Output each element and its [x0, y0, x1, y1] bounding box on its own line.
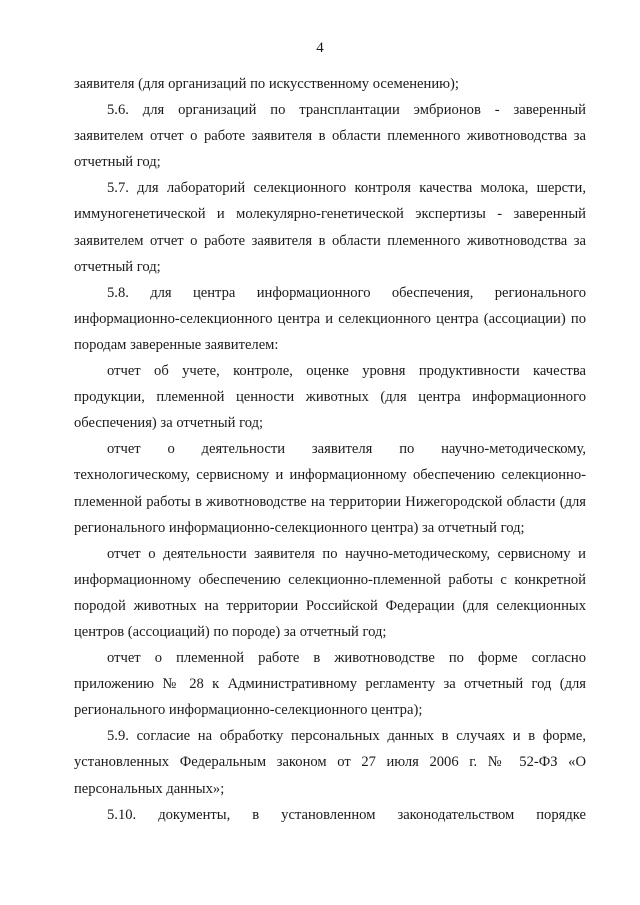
- paragraph-report-2: отчет о деятельности заявителя по научно-методическому, технологическому, сервисному и информационному обеспечению селекционно-племенной работы в животноводстве на территории Нижегородской области (для регионального информационно-селекционного центра) за отчетный год;: [74, 441, 586, 536]
- paragraph: заявителя (для организаций по искусственному осеменению);: [74, 76, 459, 92]
- paragraph-report-3: отчет о деятельности заявителя по научно-методическому, сервисному и информационному обеспечению селекционно-племенной работы с конкретной породой животных на территории Российской Федерации (для селекционных центров (ассоциаций) по породе) за отчетный год;: [74, 545, 586, 640]
- document-body: [74, 71, 586, 828]
- page-number: 4: [316, 40, 324, 56]
- paragraph-5-7: 5.7. для лабораторий селекционного контроля качества молока, шерсти, иммуногенетической и молекулярно-генетической экспертизы - заверенный заявителем отчет о работе заявителя в области племенного животноводства за отчетный год;: [74, 180, 586, 275]
- paragraph-5-6: 5.6. для организаций по трансплантации эмбрионов - заверенный заявителем отчет о работе заявителя в области племенного животноводства за отчетный год;: [74, 102, 586, 171]
- paragraph-5-8: 5.8. для центра информационного обеспечения, регионального информационно-селекционного центра и селекционного центра (ассоциации) по породам заверенные заявителем:: [74, 284, 586, 353]
- paragraph-report-1: отчет об учете, контроле, оценке уровня продуктивности качества продукции, племенной ценности животных (для центра информационного обеспечения) за отчетный год;: [74, 363, 586, 432]
- paragraph-report-4: отчет о племенной работе в животноводстве по форме согласно приложению № 28 к Административному регламенту за отчетный год (для регионального информационно-селекционного центра);: [74, 650, 586, 719]
- paragraph-5-10: 5.10. документы, в установленном законодательством порядке: [107, 806, 586, 823]
- paragraph-5-9: 5.9. согласие на обработку персональных данных в случаях и в форме, установленных Федеральным законом от 27 июля 2006 г. № 52-ФЗ «О персональных данных»;: [74, 728, 586, 797]
